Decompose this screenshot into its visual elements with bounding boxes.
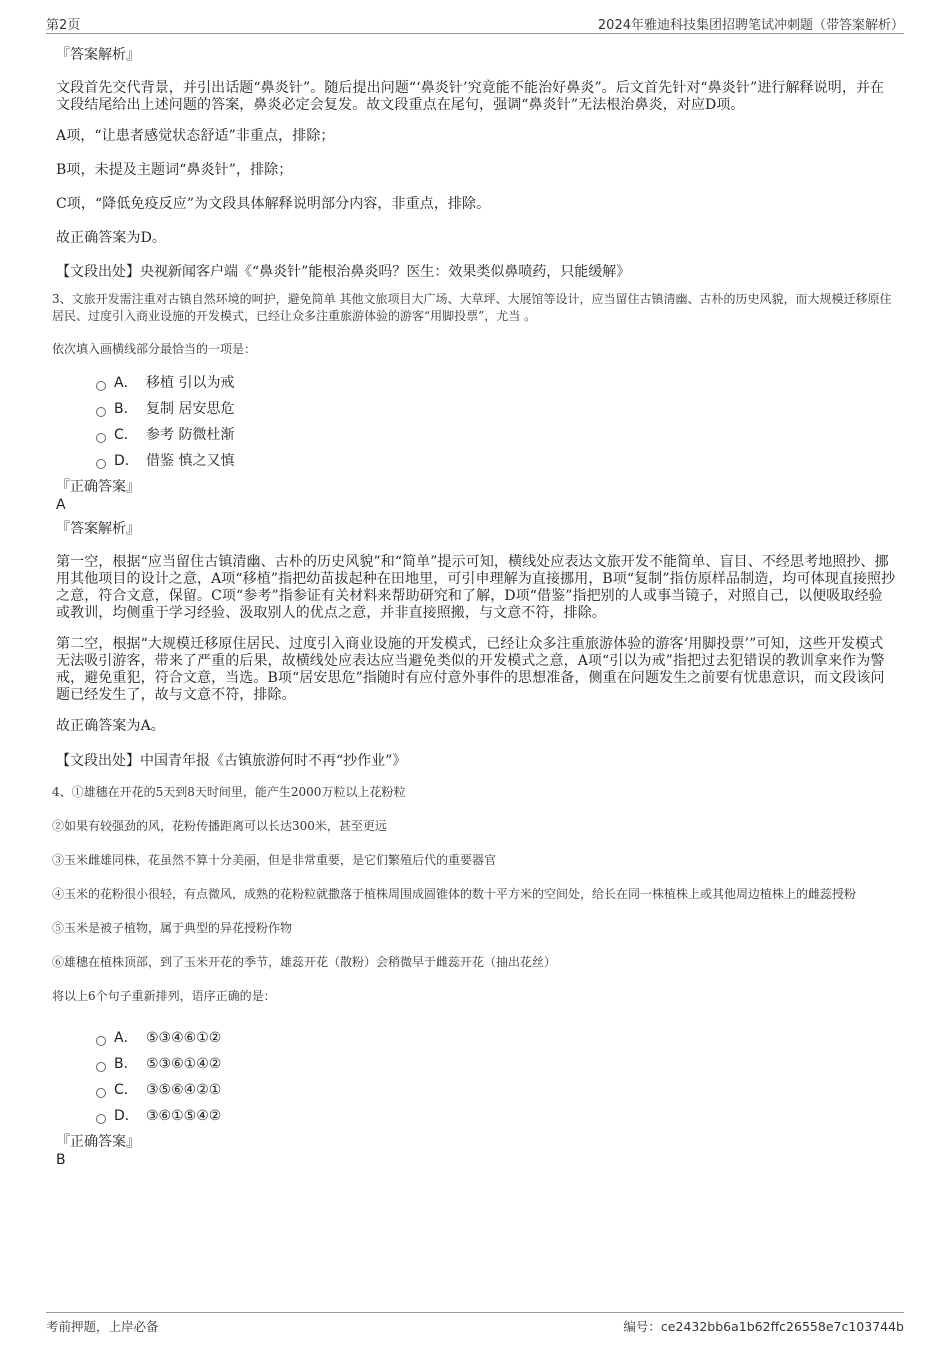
radio-icon[interactable] <box>96 381 106 391</box>
q3-answer-tag: 『正确答案』 <box>56 479 140 495</box>
radio-icon[interactable] <box>96 459 106 469</box>
q3-option-a[interactable]: A． 移植 引以为戒 <box>96 370 896 396</box>
q2-analysis-para: B项，未提及主题词“鼻炎针”，排除； <box>56 162 293 178</box>
radio-icon[interactable] <box>96 433 106 443</box>
q3-stem: 3、文旅开发需注重对古镇自然环境的呵护，避免简单 其他文旅项目大广场、大草坪、大展馆等设计，应当留住古镇清幽、古朴的历史风貌，而大规模迁移原住居民、过度引入商业设施的开发模式，已经让众多注重旅游体验的游客“用脚投票”，尤当 。 <box>52 292 892 323</box>
q4-sentence: ③玉米雌雄同株，花虽然不算十分美丽，但是非常重要，是它们繁殖后代的重要器官 <box>52 853 497 867</box>
q4-prompt: 将以上6个句子重新排列，语序正确的是： <box>52 989 276 1003</box>
radio-icon[interactable] <box>96 1062 106 1072</box>
q4-options <box>96 1025 896 1129</box>
q4-sentence: 4、①雄穗在开花的5天到8天时间里，能产生2000万粒以上花粉粒 <box>52 785 406 799</box>
q4-answer: B <box>56 1152 66 1168</box>
q3-analysis-para: 第一空，根据“应当留住古镇清幽、古朴的历史风貌”和“简单”提示可知，横线处应表达文旅开发不能简单、盲目、不经思考地照抄、挪用其他项目的设计之意，A项“移植”指把幼苗拔起种在田地里，可引申理解为直接挪用，B项“复制”指仿原样品制造，均可体现直接照抄之意，符合文意，保留。C项“参考”指参证有关材料来帮助研究和了解，D项“借鉴”指把别的人或事当镜子，对照自己，以便吸取经验或教训，均侧重于学习经验、汲取别人的优点之意，并非直接照搬，与文意不符，排除。 <box>56 554 896 621</box>
q4-sentence: ⑤玉米是被子植物，属于典型的异花授粉作物 <box>52 921 293 935</box>
q2-analysis-para: A项，“让患者感觉状态舒适”非重点，排除； <box>56 128 335 144</box>
q3-options <box>96 370 896 474</box>
q3-answer: A <box>56 497 66 513</box>
q4-option-b[interactable]: B． ⑤③⑥①④② <box>96 1051 896 1077</box>
footer-slogan: 考前押题，上岸必备 <box>46 1319 159 1334</box>
document-code: 编号：ce2432bb6a1b62ffc26558e7c103744b <box>623 1319 904 1334</box>
q4-sentence: ④玉米的花粉很小很轻，有点微风，成熟的花粉粒就撒落于植株周围成圆锥体的数十平方米的空间处，给长在同一株植株上或其他周边植株上的雌蕊授粉 <box>52 887 857 901</box>
radio-icon[interactable] <box>96 1114 106 1124</box>
q2-analysis-para: 文段首先交代背景，并引出话题“鼻炎针”。随后提出问题“‘鼻炎针’究竟能不能治好鼻炎”。后文首先针对“鼻炎针”进行解释说明，并在文段结尾给出上述问题的答案，鼻炎必定会复发。故文段重点在尾句，强调“鼻炎针”无法根治鼻炎，对应D项。 <box>56 80 885 113</box>
q2-source: 【文段出处】央视新闻客户端《“鼻炎针”能根治鼻炎吗？医生：效果类似鼻喷药，只能缓解》 <box>56 264 631 280</box>
q4-sentence: ⑥雄穗在植株顶部，到了玉米开花的季节，雄蕊开花（散粉）会稍微早于雌蕊开花（抽出花丝） <box>52 955 557 969</box>
q3-analysis-para: 第二空，根据“大规模迁移原住居民、过度引入商业设施的开发模式，已经让众多注重旅游体验的游客‘用脚投票’”可知，这些开发模式无法吸引游客，带来了严重的后果，故横线处应表达应当避免类似的开发模式之意，A项“引以为戒”指把过去犯错误的教训拿来作为警戒，避免重犯，符合文意，当选。B项“居安思危”指随时有应付意外事件的思想准备，侧重在问题发生之前要有忧患意识，而文段该问题已经发生了，故与文意不符，排除。 <box>56 636 885 703</box>
q4-option-a[interactable]: A． ⑤③④⑥①② <box>96 1025 896 1051</box>
q2-analysis-para: C项，“降低免疫反应”为文段具体解释说明部分内容，非重点，排除。 <box>56 196 491 212</box>
radio-icon[interactable] <box>96 407 106 417</box>
q4-answer-tag: 『正确答案』 <box>56 1134 140 1150</box>
q3-prompt: 依次填入画横线部分最恰当的一项是： <box>52 342 257 356</box>
radio-icon[interactable] <box>96 1088 106 1098</box>
q4-sentence: ②如果有较强劲的风，花粉传播距离可以长达300米，甚至更远 <box>52 819 387 833</box>
q4-option-c[interactable]: C． ③⑤⑥④②① <box>96 1077 896 1103</box>
q3-analysis-tag: 『答案解析』 <box>56 521 140 537</box>
page-number: 第2页 <box>46 18 81 33</box>
q3-source: 【文段出处】中国青年报《古镇旅游何时不再“抄作业”》 <box>56 753 407 769</box>
q3-analysis-para: 故正确答案为A。 <box>56 718 165 734</box>
radio-icon[interactable] <box>96 1036 106 1046</box>
q4-option-d[interactable]: D． ③⑥①⑤④② <box>96 1103 896 1129</box>
q3-option-b[interactable]: B． 复制 居安思危 <box>96 396 896 422</box>
q2-analysis-para: 故正确答案为D。 <box>56 230 167 246</box>
q2-analysis-tag: 『答案解析』 <box>56 47 140 63</box>
document-title: 2024年雅迪科技集团招聘笔试冲刺题（带答案解析） <box>597 18 904 33</box>
q3-option-d[interactable]: D． 借鉴 慎之又慎 <box>96 448 896 474</box>
page-content <box>52 46 896 1175</box>
page-header <box>46 12 904 34</box>
q3-option-c[interactable]: C． 参考 防微杜渐 <box>96 422 896 448</box>
page-footer <box>46 1312 904 1334</box>
